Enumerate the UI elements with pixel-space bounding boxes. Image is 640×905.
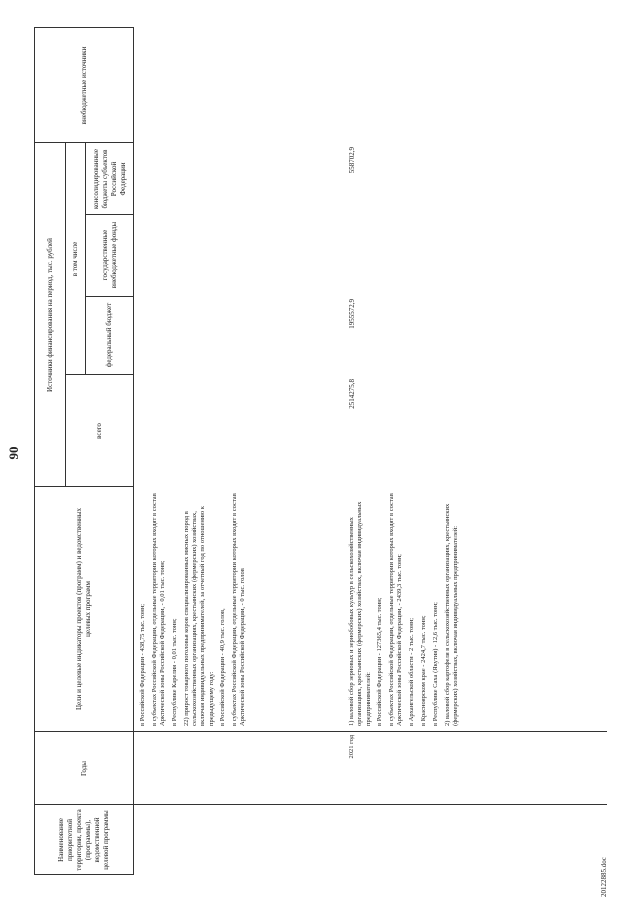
row-2-year: 2021 год — [348, 735, 355, 759]
header-federal: федеральный бюджет — [105, 302, 113, 368]
row-2-total: 2514275,8 — [348, 379, 356, 409]
col-divider-goals — [34, 486, 134, 487]
header-goals: Цели и целевые индикаторы проектов (программ) и ведомственных целевых программ — [75, 507, 92, 711]
header-state-funds: государственные внебюджетные фонды — [100, 221, 118, 289]
goal-paragraph: 22) прирост товарного поголовья коров специализированных мясных пород в сельскохозяйственных организациях, крестьянских (фермерских) хозяйствах, включая индивидуальных предпринимателей, за отчетный год по отношению к предыдущему году: — [182, 506, 215, 726]
col-divider-name — [34, 804, 607, 805]
goal-paragraph: в субъектах Российской Федерации, отдельные территории которых входят в состав Арктической зоны Российской Федерации, - 0,01 тыс. тонн; — [150, 493, 167, 726]
goal-paragraph: в Архангельской области - 2 тыс. тонн; — [408, 617, 416, 726]
table-top-border — [34, 28, 35, 875]
goal-paragraph: в Российской Федерации - 127365,4 тыс. тонн; — [376, 597, 384, 726]
header-including-divider — [85, 143, 86, 375]
row-1-goals — [139, 490, 251, 726]
goal-paragraph: 1) валовой сбор зерновых и зернобобовых культур в сельскохозяйственных организациях, крестьянских (фермерских) хозяйствах, включая индивидуальных предпринимателей: — [348, 501, 372, 726]
header-sources-divider — [65, 143, 66, 487]
row-2-regional: 558702,9 — [348, 147, 356, 174]
header-years: Годы — [79, 761, 88, 776]
header-name: Наименование приоритетной территории, проекта (программы), ведомственной целевой программы — [57, 809, 110, 871]
goal-paragraph: в Красноярском крае - 2424,7 тыс. тонн; — [420, 615, 428, 726]
goal-paragraph: 2) валовой сбор картофеля в сельскохозяйственных организациях, крестьянских (фермерских) хозяйствах, включая индивидуальных предпринимателей: — [443, 503, 459, 726]
col-divider-regional — [34, 142, 134, 143]
goal-paragraph: в Российской Федерации - 40,9 тыс. голов, — [219, 608, 227, 726]
col-divider-years — [34, 731, 607, 732]
goal-paragraph: в Республике Саха (Якутия) - 12,6 тыс. тонн; — [431, 602, 439, 726]
row-2-goals — [348, 490, 464, 726]
table-right-border — [34, 27, 134, 28]
header-bottom-border — [133, 28, 134, 875]
header-sources: Источники финансирования на период, тыс. рублей — [45, 238, 54, 392]
page-number: 90 — [6, 446, 21, 460]
col-divider-total — [65, 374, 134, 375]
row-2-federal: 1955572,9 — [348, 299, 356, 329]
col-divider-federal — [85, 296, 134, 297]
table-left-border — [34, 874, 134, 875]
header-regional: консолидированные бюджеты субъектов Российской Федерации — [91, 149, 127, 209]
goal-paragraph: в Российской Федерации - 438,75 тыс. тонн; — [139, 603, 146, 726]
goal-paragraph: в субъектах Российской Федерации, отдельные территории которых входят в состав Арктической зоны Российской Федерации, - 2439,3 тыс. тонн; — [388, 493, 404, 726]
header-extra: внебюджетные источники — [79, 46, 88, 125]
file-name: 20122885.doc — [600, 857, 608, 897]
header-including: в том числе — [71, 241, 79, 277]
goal-paragraph: в Республике Карелия - 0,01 тыс. тонн; — [170, 618, 178, 726]
col-divider-state-funds — [85, 214, 134, 215]
header-total: всего — [95, 423, 103, 439]
goal-paragraph: в субъектах Российской Федерации, отдельные территории которых входят в состав Арктической зоны Российской Федерации, - 0 тыс. голов — [231, 493, 247, 726]
